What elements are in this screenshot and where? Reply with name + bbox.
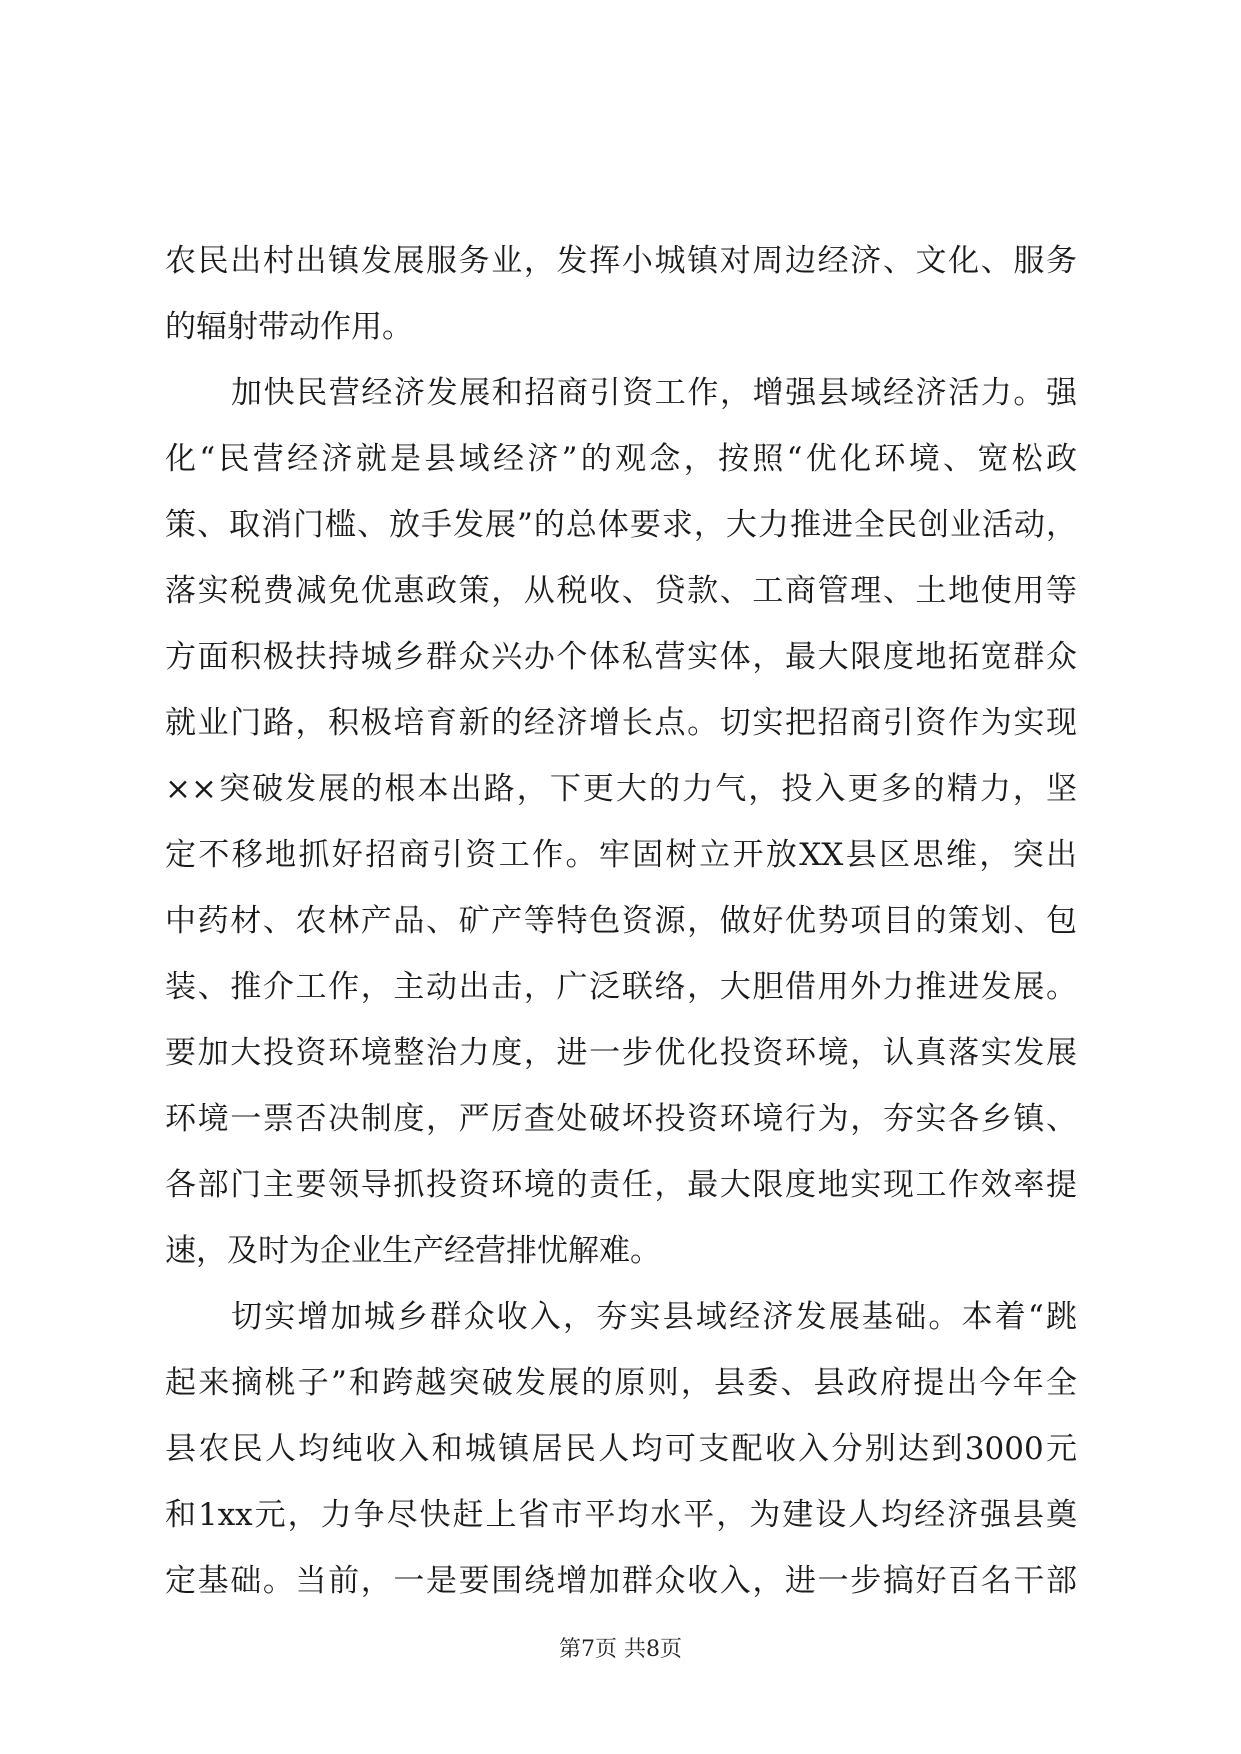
text-line: 落实税费减免优惠政策，从税收、贷款、工商管理、土地使用等 (165, 573, 1077, 609)
paragraph-first-line: 加快民营经济发展和招商引资工作，增强县域经济活力。强 (231, 375, 1077, 411)
text-line: 的辐射带动作用。 (165, 309, 413, 345)
text-line: 和1xx元，力争尽快赶上省市平均水平，为建设人均经济强县奠 (165, 1497, 1077, 1533)
text-line: 中药材、农林产品、矿产等特色资源，做好优势项目的策划、包 (165, 903, 1077, 939)
paragraph-first-line: 切实增加城乡群众收入，夯实县域经济发展基础。本着“跳 (231, 1299, 1077, 1335)
text-line: 各部门主要领导抓投资环境的责任，最大限度地实现工作效率提 (165, 1167, 1077, 1203)
text-line: 就业门路，积极培育新的经济增长点。切实把招商引资作为实现 (165, 705, 1077, 741)
text-line: 定不移地抓好招商引资工作。牢固树立开放XX县区思维，突出 (165, 837, 1077, 873)
text-line: 速，及时为企业生产经营排忧解难。 (165, 1233, 661, 1269)
text-line: 环境一票否决制度，严厉查处破坏投资环境行为，夯实各乡镇、 (165, 1101, 1077, 1137)
text-line: ××突破发展的根本出路，下更大的力气，投入更多的精力，坚 (165, 771, 1077, 807)
text-line: 农民出村出镇发展服务业，发挥小城镇对周边经济、文化、服务 (165, 243, 1077, 279)
page-number-footer: 第7页 共8页 (559, 1637, 682, 1662)
document-body (165, 228, 1077, 1614)
text-line: 要加大投资环境整治力度，进一步优化投资环境，认真落实发展 (165, 1035, 1077, 1071)
text-line: 装、推介工作，主动出击，广泛联络，大胆借用外力推进发展。 (165, 969, 1077, 1005)
text-line: 定基础。当前，一是要围绕增加群众收入，进一步搞好百名干部 (165, 1563, 1077, 1599)
text-line: 县农民人均纯收入和城镇居民人均可支配收入分别达到3000元 (165, 1431, 1077, 1467)
text-line: 化“民营经济就是县域经济”的观念，按照“优化环境、宽松政 (165, 441, 1077, 477)
text-line: 策、取消门槛、放手发展”的总体要求，大力推进全民创业活动， (165, 507, 1077, 543)
text-line: 起来摘桃子”和跨越突破发展的原则，县委、县政府提出今年全 (165, 1365, 1077, 1401)
text-line: 方面积极扶持城乡群众兴办个体私营实体，最大限度地拓宽群众 (165, 639, 1077, 675)
